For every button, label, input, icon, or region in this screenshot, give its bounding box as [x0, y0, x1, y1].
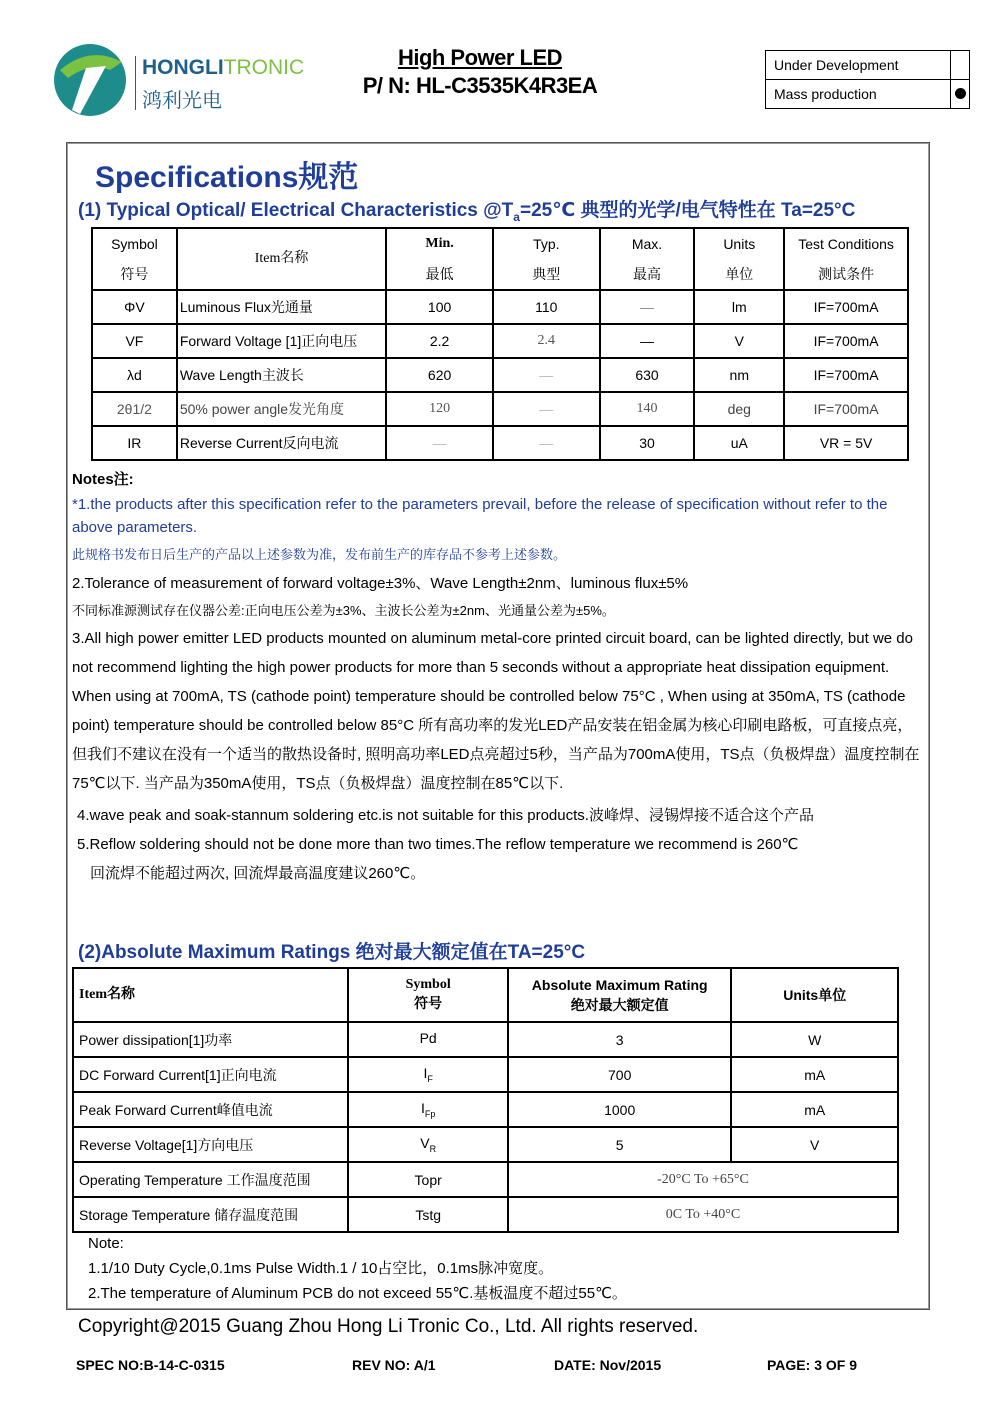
cell-value: 3	[508, 1022, 731, 1057]
revision-number: REV NO: A/1	[352, 1357, 436, 1373]
section1-title-main: (1) Typical Optical/ Electrical Characteristics @T	[78, 200, 514, 221]
section2-title: (2)Absolute Maximum Ratings 绝对最大额定值在TA=25°C	[78, 942, 586, 963]
section1-title-sub: a	[513, 209, 520, 224]
cell-condition: IF=700mA	[784, 290, 908, 324]
cell-symbol: λd	[92, 358, 177, 392]
cell-symbol: $I_{Fp}$	[348, 1092, 508, 1127]
cell-unit: nm	[694, 358, 784, 392]
header-item: Item名称	[73, 968, 348, 1022]
header-units: Units单位	[731, 968, 898, 1022]
cell-typ: —	[493, 392, 600, 426]
cell-symbol: Pd	[348, 1022, 508, 1057]
logo-divider	[135, 56, 136, 110]
logo-text-en: HONGLI	[142, 56, 224, 79]
header-rating: Absolute Maximum Rating 绝对最大额定值	[508, 968, 731, 1022]
cell-value: 1000	[508, 1092, 731, 1127]
cell-unit: V	[731, 1127, 898, 1162]
status-checkbox	[951, 80, 970, 109]
status-row	[766, 80, 970, 109]
product-title: High Power LED	[397, 45, 563, 70]
logo-text-en2: TRONIC	[223, 56, 305, 79]
note-2-en: 2.Tolerance of measurement of forward voltage±3%、Wave Length±2nm、luminous flux±5%	[72, 575, 689, 592]
spec-title: Specifications规范	[95, 161, 359, 194]
cell-item: Forward Voltage [1]正向电压	[177, 324, 386, 358]
table-row	[73, 1162, 898, 1197]
cell-symbol: Tstg	[348, 1197, 508, 1232]
status-table	[765, 50, 970, 109]
cell-symbol: ΦV	[92, 290, 177, 324]
optical-electrical-table	[91, 227, 909, 461]
cell-max: —	[600, 324, 695, 358]
cell-symbol: $I_F$	[348, 1057, 508, 1092]
cell-item: Operating Temperature 工作温度范围	[73, 1162, 348, 1197]
header-typ: Typ. 典型	[493, 228, 600, 290]
cell-item: 50% power angle发光角度	[177, 392, 386, 426]
table-row	[92, 426, 908, 460]
cell-unit: lm	[694, 290, 784, 324]
table-header-row	[73, 968, 898, 1022]
cell-typ: —	[493, 358, 600, 392]
cell-max: —	[600, 290, 695, 324]
note-5-cn: 回流焊不能超过两次, 回流焊最高温度建议260℃。	[90, 865, 426, 882]
table-header-row	[92, 228, 908, 290]
status-checkbox	[951, 51, 970, 80]
notes-block	[72, 468, 922, 885]
cell-condition: VR = 5V	[784, 426, 908, 460]
cell-min: 100	[386, 290, 493, 324]
logo-text-cn: 鸿利光电	[142, 90, 222, 112]
cell-condition: IF=700mA	[784, 358, 908, 392]
cell-typ: 110	[493, 290, 600, 324]
cell-min: 120	[386, 392, 493, 426]
header-item: Item名称	[177, 228, 386, 290]
ratings-notes	[88, 1231, 627, 1306]
page-number: PAGE: 3 OF 9	[767, 1357, 857, 1373]
status-row	[766, 51, 970, 80]
table-row	[92, 358, 908, 392]
cell-unit: mA	[731, 1092, 898, 1127]
part-number: P/ N: HL-C3535K4R3EA	[362, 73, 598, 98]
cell-condition: IF=700mA	[784, 324, 908, 358]
table-row	[92, 392, 908, 426]
cell-min: —	[386, 426, 493, 460]
table-row	[73, 1092, 898, 1127]
copyright: Copyright@2015 Guang Zhou Hong Li Tronic Co., Ltd. All rights reserved.	[78, 1316, 699, 1337]
cell-max: 630	[600, 358, 695, 392]
checked-dot-icon	[955, 88, 966, 99]
header-symbol: Symbol 符号	[348, 968, 508, 1022]
cell-item: Reverse Current反向电流	[177, 426, 386, 460]
cell-item: Luminous Flux光通量	[177, 290, 386, 324]
status-label: Mass production	[766, 80, 951, 109]
notes-heading: Notes注:	[72, 471, 134, 488]
table-row	[73, 1127, 898, 1162]
cell-value: -20°C To +65°C	[508, 1162, 898, 1197]
cell-value: 5	[508, 1127, 731, 1162]
cell-max: 140	[600, 392, 695, 426]
cell-max: 30	[600, 426, 695, 460]
cell-item: Wave Length主波长	[177, 358, 386, 392]
note-2-cn: 不同标准源测试存在仪器公差:正向电压公差为±3%、主波长公差为±2nm、光通量公差为±5%。	[72, 603, 615, 618]
cell-unit: uA	[694, 426, 784, 460]
header-min: Min. 最低	[386, 228, 493, 290]
header-max: Max. 最高	[600, 228, 695, 290]
header-symbol: Symbol 符号	[92, 228, 177, 290]
spec-number: SPEC NO:B-14-C-0315	[76, 1357, 225, 1373]
cell-symbol: $V_R$	[348, 1127, 508, 1162]
logo-mark-icon	[50, 40, 130, 120]
cell-item: Peak Forward Current峰值电流	[73, 1092, 348, 1127]
cell-item: Reverse Voltage[1]方向电压	[73, 1127, 348, 1162]
note-3: 3.All high power emitter LED products mounted on aluminum metal-core printed circuit board, can be lighted directly, but we do not recommend lighting the high power products for more than 5 seconds without a appropriate heat dissipation equipment. When using at 700mA, TS (cathode point) temperature should be controlled below 75°C , When using at 350mA, TS (cathode point) temperature should be controlled below 85°C 所有高功率的发光LED产品安装在铝金属为核心印刷电路板，可直接点亮，但我们不建议在没有一个适当的散热设备时, 照明高功率LED点亮超过5秒，当产品为700mA使用，TS点（负极焊盘）温度控制在75℃以下. 当产品为350mA使用，TS点（负极焊盘）温度控制在85℃以下.	[72, 630, 920, 792]
section1-title-rest: =25℃ 典型的光学/电气特性在 Ta=25°C	[519, 200, 856, 221]
note-1-cn: 此规格书发布日后生产的产品以上述参数为准，发布前生产的库存品不参考上述参数。	[72, 547, 567, 562]
absolute-max-ratings-table	[72, 967, 899, 1233]
header-test-conditions: Test Conditions 测试条件	[784, 228, 908, 290]
cell-symbol: IR	[92, 426, 177, 460]
note2-1: 1.1/10 Duty Cycle,0.1ms Pulse Width.1 / 10占空比，0.1ms脉冲宽度。	[88, 1260, 554, 1277]
company-logo	[50, 40, 310, 120]
cell-typ: 2.4	[493, 324, 600, 358]
cell-symbol: 2θ1/2	[92, 392, 177, 426]
note-4: 4.wave peak and soak-stannum soldering etc.is not suitable for this products.波峰焊、浸锡焊接不适合这个产品	[77, 807, 814, 824]
note2-heading: Note:	[88, 1235, 124, 1252]
header-units: Units 单位	[694, 228, 784, 290]
cell-unit: V	[694, 324, 784, 358]
cell-unit: deg	[694, 392, 784, 426]
cell-item: Power dissipation[1]功率	[73, 1022, 348, 1057]
note-1-en: *1.the products after this specification refer to the parameters prevail, before the release of specification without refer to the above parameters.	[72, 496, 888, 536]
cell-symbol: Topr	[348, 1162, 508, 1197]
cell-unit: W	[731, 1022, 898, 1057]
cell-condition: IF=700mA	[784, 392, 908, 426]
cell-typ: —	[493, 426, 600, 460]
table-row	[73, 1197, 898, 1232]
table-row	[73, 1022, 898, 1057]
cell-value: 0C To +40°C	[508, 1197, 898, 1232]
cell-min: 2.2	[386, 324, 493, 358]
cell-item: Storage Temperature 储存温度范围	[73, 1197, 348, 1232]
table-row	[92, 324, 908, 358]
cell-value: 700	[508, 1057, 731, 1092]
cell-item: DC Forward Current[1]正向电流	[73, 1057, 348, 1092]
status-label: Under Development	[766, 51, 951, 80]
document-date: DATE: Nov/2015	[554, 1357, 662, 1373]
table-row	[92, 290, 908, 324]
cell-min: 620	[386, 358, 493, 392]
cell-symbol: VF	[92, 324, 177, 358]
document-title	[330, 44, 630, 100]
section1-title	[78, 195, 855, 224]
cell-unit: mA	[731, 1057, 898, 1092]
note-5-en: 5.Reflow soldering should not be done more than two times.The reflow temperature we recommend is 260℃	[77, 836, 799, 853]
table-row	[73, 1057, 898, 1092]
page-footer	[0, 1357, 1000, 1377]
note2-2: 2.The temperature of Aluminum PCB do not exceed 55℃.基板温度不超过55℃。	[88, 1285, 627, 1302]
